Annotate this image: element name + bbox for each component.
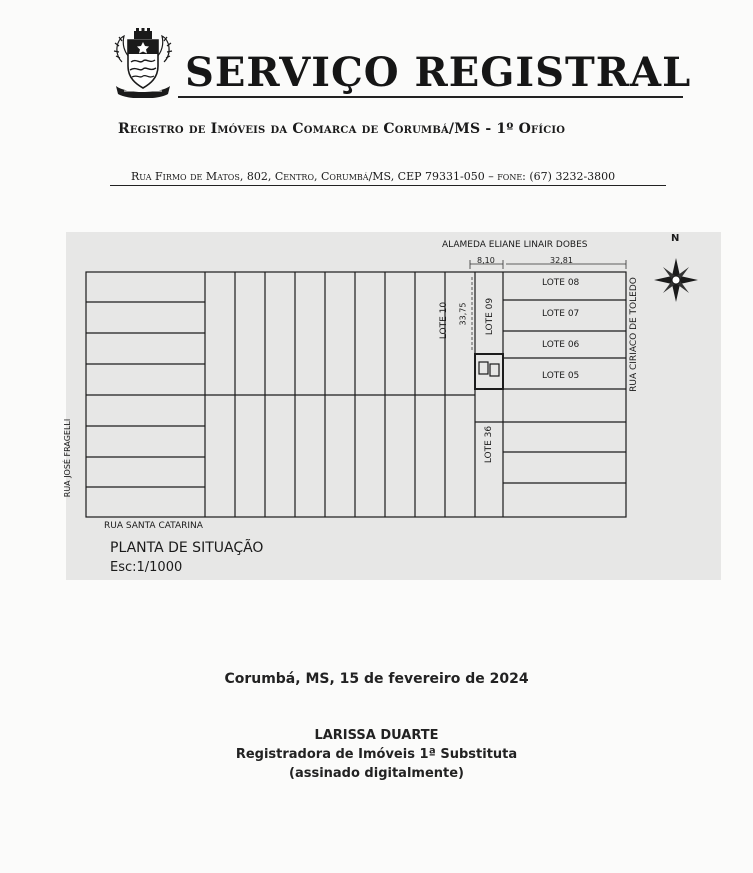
building-room bbox=[479, 362, 488, 374]
registry-subtitle: Registro de Imóveis da Comarca de Corumbá/MS - 1º Ofício bbox=[118, 121, 566, 137]
lot-06-label: LOTE 06 bbox=[542, 340, 580, 350]
lot-09-label: LOTE 09 bbox=[485, 297, 496, 336]
lot-05-label: LOTE 05 bbox=[542, 371, 580, 381]
lot-36-label: LOTE 36 bbox=[484, 425, 495, 464]
site-plan-title: PLANTA DE SITUAÇÃO bbox=[110, 540, 264, 556]
west-lot-lines bbox=[86, 302, 205, 487]
street-label-east: RUA CIRIACO DE TOLEDO bbox=[628, 277, 639, 392]
signer-name: LARISSA DUARTE bbox=[314, 728, 439, 743]
dimension-label-large: 32,81 bbox=[550, 256, 573, 265]
document-title: SERVIÇO REGISTRAL bbox=[185, 49, 692, 96]
building-room bbox=[490, 364, 499, 376]
coat-of-arms-emblem bbox=[110, 28, 176, 98]
street-label-south: RUA SANTA CATARINA bbox=[104, 521, 203, 531]
east-lot-lines bbox=[503, 300, 626, 483]
compass-rose-icon bbox=[654, 258, 698, 302]
signature-note: (assinado digitalmente) bbox=[289, 766, 464, 781]
lot-10-label: LOTE 10 bbox=[439, 301, 450, 340]
dimension-label-small: 8,10 bbox=[477, 256, 495, 265]
street-label-north: ALAMEDA ELIANE LINAIR DOBES bbox=[442, 240, 588, 250]
street-label-west: RUA JOSÉ FRAGELLI bbox=[63, 418, 73, 498]
registry-address: Rua Firmo de Matos, 802, Centro, Corumbá/MS, CEP 79331-050 – fone: (67) 3232-3800 bbox=[131, 170, 616, 183]
place-and-date: Corumbá, MS, 15 de fevereiro de 2024 bbox=[224, 671, 529, 687]
site-plan-map bbox=[63, 232, 721, 580]
signer-role: Registradora de Imóveis 1ª Substituta bbox=[235, 747, 518, 762]
map-scale: Esc:1/1000 bbox=[110, 560, 183, 575]
title-underline bbox=[178, 96, 683, 98]
lot-08-label: LOTE 08 bbox=[542, 278, 580, 288]
lot-07-label: LOTE 07 bbox=[542, 309, 580, 319]
lot-36-lines bbox=[475, 389, 503, 422]
north-label: N bbox=[671, 233, 680, 244]
depth-dimension-label: 33,75 bbox=[458, 302, 468, 326]
address-underline bbox=[110, 185, 666, 186]
